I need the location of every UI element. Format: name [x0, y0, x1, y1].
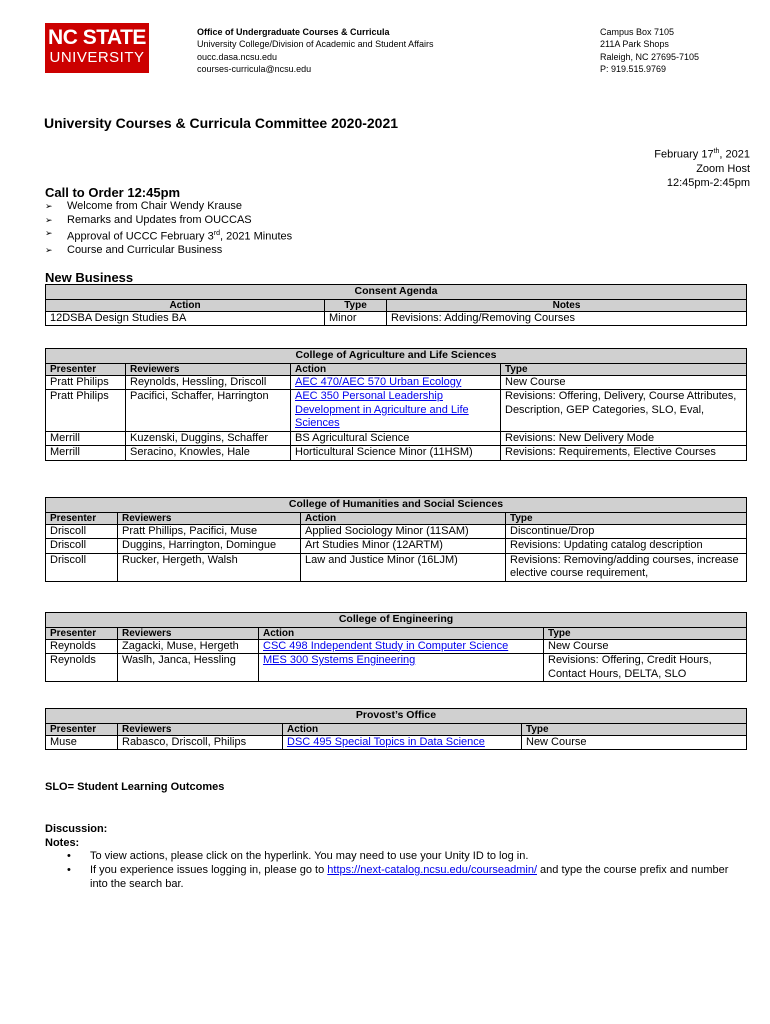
cell-type: Revisions: Offering, Delivery, Course Attributes, Description, GEP Categories, SLO, Eval, [501, 390, 747, 432]
office-address [600, 26, 699, 75]
meeting-info [654, 145, 750, 190]
course-action-link[interactable]: MES 300 Systems Engineering [263, 654, 416, 666]
cell-presenter: Driscoll [46, 553, 118, 581]
document-title: University Courses & Curricula Committee 2020-2021 [44, 115, 399, 131]
cell-action: BS Agricultural Science [291, 431, 501, 446]
column-header-action: Action [259, 627, 544, 639]
table-row [46, 311, 747, 326]
cell-reviewers: Zagacki, Muse, Hergeth [118, 639, 259, 654]
cell-type: Minor [325, 311, 387, 326]
table-row [46, 524, 747, 539]
notes-list [45, 849, 735, 891]
course-action-link[interactable]: AEC 350 Personal Leadership Development in Agriculture and Life Sciences [295, 390, 469, 429]
column-header-presenter: Presenter [46, 512, 118, 524]
cell-presenter: Reynolds [46, 639, 118, 654]
agenda-list [45, 200, 292, 258]
table-caption: Provost’s Office [46, 709, 747, 724]
cell-reviewers: Duggins, Harrington, Domingue [118, 539, 301, 554]
provost-table [45, 708, 747, 750]
column-header-reviewers: Reviewers [118, 627, 259, 639]
column-header-presenter: Presenter [46, 627, 118, 639]
cell-action [259, 654, 544, 682]
logo-line-1: NC STATE [48, 26, 146, 49]
consent-agenda-table [45, 284, 747, 326]
office-name: Office of Undergraduate Courses & Curricula [197, 27, 390, 37]
call-to-order-heading: Call to Order 12:45pm [45, 185, 181, 200]
cell-reviewers: Pacifici, Schaffer, Harrington [126, 390, 291, 432]
agenda-item: ➢ Remarks and Updates from OUCCAS [45, 214, 292, 228]
table-row [46, 375, 747, 390]
cell-reviewers: Waslh, Janca, Hessling [118, 654, 259, 682]
cell-action [291, 375, 501, 390]
cell-type: Revisions: Removing/adding courses, increase elective course requirement, [506, 553, 747, 581]
cell-reviewers: Reynolds, Hessling, Driscoll [126, 375, 291, 390]
cell-presenter: Pratt Philips [46, 390, 126, 432]
cell-type: New Course [501, 375, 747, 390]
table-caption: College of Humanities and Social Sciences [46, 498, 747, 513]
column-header-type: Type [501, 363, 747, 375]
office-site: oucc.dasa.ncsu.edu [197, 51, 278, 62]
logo-line-2: UNIVERSITY [49, 49, 145, 66]
address-street: 211A Park Shops [600, 39, 669, 50]
cell-presenter: Merrill [46, 446, 126, 461]
cell-presenter: Pratt Philips [46, 375, 126, 390]
column-header-action: Action [46, 299, 325, 311]
cell-type: Revisions: Offering, Credit Hours, Contact Hours, DELTA, SLO [544, 654, 747, 682]
cell-presenter: Driscoll [46, 524, 118, 539]
cell-presenter: Muse [46, 735, 118, 750]
column-header-action: Action [291, 363, 501, 375]
table-caption: College of Agriculture and Life Sciences [46, 349, 747, 364]
cell-action: Applied Sociology Minor (11SAM) [301, 524, 506, 539]
column-header-type: Type [506, 512, 747, 524]
office-email: courses-curricula@ncsu.edu [197, 63, 312, 74]
agenda-item: ➢ Welcome from Chair Wendy Krause [45, 200, 292, 214]
course-action-link[interactable]: CSC 498 Independent Study in Computer Science [263, 639, 509, 652]
cell-reviewers: Pratt Phillips, Pacifici, Muse [118, 524, 301, 539]
meeting-location: Zoom Host [696, 162, 750, 175]
address-phone: P: 919.515.9769 [600, 63, 667, 74]
coe-table [45, 612, 747, 682]
cell-type: Revisions: Requirements, Elective Courses [501, 446, 747, 461]
cell-action: 12DSBA Design Studies BA [46, 311, 325, 326]
table-row [46, 431, 747, 446]
cell-type: Discontinue/Drop [506, 524, 747, 539]
column-header-notes: Notes [387, 299, 747, 311]
table-row [46, 639, 747, 654]
nc-state-logo [45, 23, 149, 73]
office-division: University College/Division of Academic and Student Affairs [197, 39, 434, 50]
course-action-link[interactable]: DSC 495 Special Topics in Data Science [287, 735, 485, 748]
table-row [46, 654, 747, 682]
column-header-presenter: Presenter [46, 363, 126, 375]
address-box: Campus Box 7105 [600, 27, 675, 37]
column-header-type: Type [325, 299, 387, 311]
notes-label: Notes: [45, 837, 80, 849]
column-header-reviewers: Reviewers [118, 512, 301, 524]
column-header-type: Type [544, 627, 747, 639]
cell-action: Art Studies Minor (12ARTM) [301, 539, 506, 554]
table-caption: Consent Agenda [46, 285, 747, 300]
column-header-action: Action [283, 723, 522, 735]
discussion-label: Discussion: [45, 823, 108, 835]
cell-action [259, 639, 544, 654]
cell-reviewers: Seracino, Knowles, Hale [126, 446, 291, 461]
office-info [197, 26, 433, 75]
cell-type: Revisions: Updating catalog description [506, 539, 747, 554]
cell-type: New Course [522, 735, 747, 750]
cell-action [283, 735, 522, 750]
table-row [46, 539, 747, 554]
column-header-action: Action [301, 512, 506, 524]
agenda-item: ➢ Course and Curricular Business [45, 244, 292, 258]
table-caption: College of Engineering [46, 613, 747, 628]
cell-reviewers: Rucker, Hergeth, Walsh [118, 553, 301, 581]
meeting-date: February 17th, 2021 [654, 148, 750, 161]
discussion-notes-labels [45, 822, 107, 850]
cell-action [291, 390, 501, 432]
column-header-reviewers: Reviewers [126, 363, 291, 375]
column-header-type: Type [522, 723, 747, 735]
notes-item: • If you experience issues logging in, please go to https://next-catalog.ncsu.edu/courseadmin/ and type the course prefix and number into the search bar. [45, 863, 735, 891]
cell-presenter: Reynolds [46, 654, 118, 682]
address-city: Raleigh, NC 27695-7105 [600, 51, 700, 62]
agenda-item: ➢ Approval of UCCC February 3rd, 2021 Minutes [45, 227, 292, 244]
table-row [46, 446, 747, 461]
slo-definition: SLO= Student Learning Outcomes [45, 781, 225, 793]
course-admin-link[interactable]: https://next-catalog.ncsu.edu/courseadmin/ [327, 864, 537, 876]
table-row [46, 553, 747, 581]
cell-presenter: Driscoll [46, 539, 118, 554]
cell-notes: Revisions: Adding/Removing Courses [387, 311, 747, 326]
cals-table [45, 348, 747, 461]
cell-action: Law and Justice Minor (16LJM) [301, 553, 506, 581]
table-row [46, 390, 747, 432]
chass-table [45, 497, 747, 582]
course-action-link[interactable]: AEC 470/AEC 570 Urban Ecology [295, 375, 462, 388]
column-header-reviewers: Reviewers [118, 723, 283, 735]
new-business-heading: New Business [45, 270, 134, 285]
cell-type: New Course [544, 639, 747, 654]
meeting-time: 12:45pm-2:45pm [666, 176, 750, 189]
cell-reviewers: Kuzenski, Duggins, Schaffer [126, 431, 291, 446]
cell-presenter: Merrill [46, 431, 126, 446]
column-header-presenter: Presenter [46, 723, 118, 735]
notes-item: • To view actions, please click on the hyperlink. You may need to use your Unity ID to log in. [45, 849, 735, 863]
cell-action: Horticultural Science Minor (11HSM) [291, 446, 501, 461]
cell-type: Revisions: New Delivery Mode [501, 431, 747, 446]
table-row [46, 735, 747, 750]
cell-reviewers: Rabasco, Driscoll, Philips [118, 735, 283, 750]
